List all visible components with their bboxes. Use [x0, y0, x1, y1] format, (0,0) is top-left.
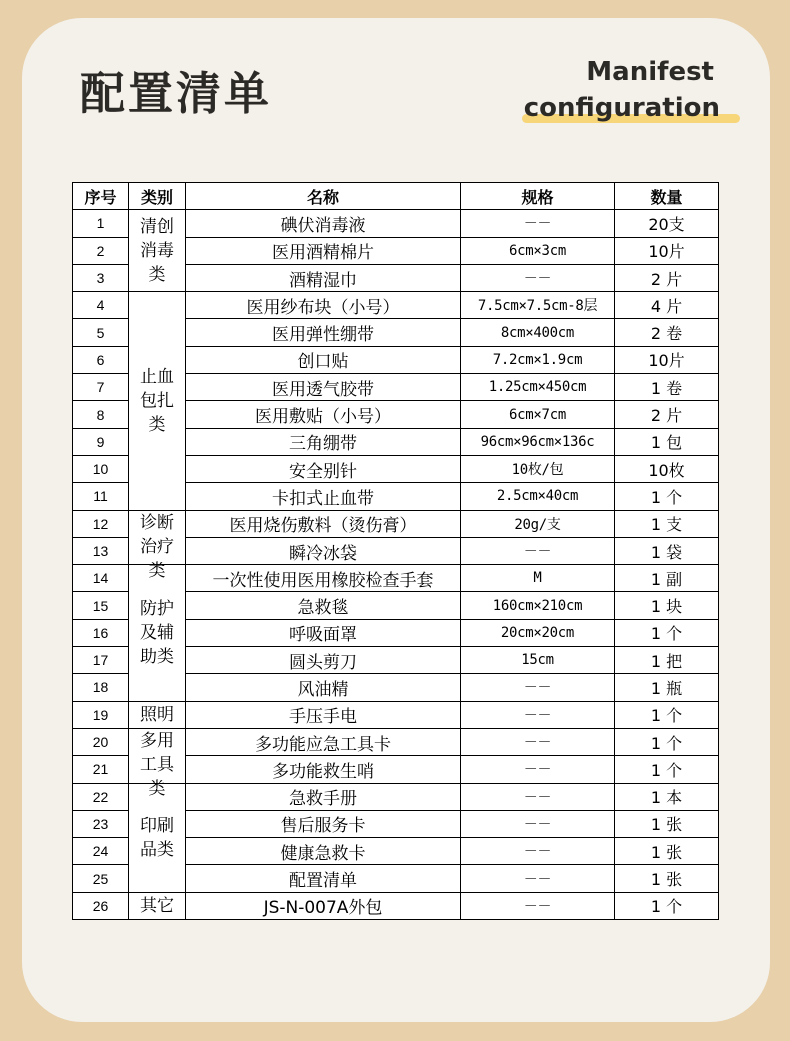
spec-cell: －－: [461, 756, 615, 783]
category-cell: [129, 510, 186, 581]
row-number-cell: 8: [73, 401, 129, 428]
row-number-cell: 3: [73, 264, 129, 291]
spec-cell: 8cm×400cm: [461, 319, 615, 346]
category-label: 诊断治疗类: [140, 512, 174, 581]
spec-cell: －－: [461, 701, 615, 728]
row-number-cell: 25: [73, 865, 129, 892]
header-row: [73, 183, 719, 210]
spec-cell: －－: [461, 537, 615, 564]
item-name-cell: 瞬冷冰袋: [186, 537, 461, 564]
category-cell: [129, 892, 186, 919]
item-name-cell: 酒精湿巾: [186, 264, 461, 291]
row-number-cell: 2: [73, 237, 129, 264]
spec-cell: 6cm×7cm: [461, 401, 615, 428]
item-name-cell: 医用酒精棉片: [186, 237, 461, 264]
category-box: [129, 729, 185, 799]
quantity-cell: 10片: [615, 346, 719, 373]
quantity-cell: 1 瓶: [615, 674, 719, 701]
row-number-cell: 13: [73, 537, 129, 564]
category-cell: [129, 292, 186, 510]
category-label: 印刷品类: [140, 815, 174, 860]
table-row: [73, 783, 719, 810]
quantity-cell: 1 个: [615, 892, 719, 919]
quantity-cell: 1 支: [615, 510, 719, 537]
category-box: [129, 784, 185, 892]
category-box: [129, 210, 185, 291]
quantity-cell: 1 个: [615, 701, 719, 728]
spec-cell: －－: [461, 838, 615, 865]
item-name-cell: 医用纱布块（小号）: [186, 292, 461, 319]
item-name-cell: 创口贴: [186, 346, 461, 373]
column-header-number: 序号: [73, 183, 129, 210]
spec-cell: －－: [461, 783, 615, 810]
item-name-cell: 一次性使用医用橡胶检查手套: [186, 565, 461, 592]
item-name-cell: 医用弹性绷带: [186, 319, 461, 346]
row-number-cell: 1: [73, 210, 129, 237]
table-row: [73, 292, 719, 319]
table-row: [73, 565, 719, 592]
table-row: [73, 210, 719, 237]
spec-cell: 1.25cm×450cm: [461, 374, 615, 401]
quantity-cell: 10片: [615, 237, 719, 264]
item-name-cell: 风油精: [186, 674, 461, 701]
quantity-cell: 1 包: [615, 428, 719, 455]
row-number-cell: 14: [73, 565, 129, 592]
item-name-cell: 多功能应急工具卡: [186, 728, 461, 755]
table-row: [73, 892, 719, 919]
row-number-cell: 22: [73, 783, 129, 810]
row-number-cell: 19: [73, 701, 129, 728]
quantity-cell: 1 个: [615, 756, 719, 783]
row-number-cell: 23: [73, 810, 129, 837]
row-number-cell: 15: [73, 592, 129, 619]
item-name-cell: 圆头剪刀: [186, 647, 461, 674]
item-name-cell: 配置清单: [186, 865, 461, 892]
row-number-cell: 4: [73, 292, 129, 319]
spec-cell: M: [461, 565, 615, 592]
item-name-cell: 售后服务卡: [186, 810, 461, 837]
manifest-table: [72, 182, 719, 920]
table-row: [73, 510, 719, 537]
spec-cell: 7.5cm×7.5cm-8层: [461, 292, 615, 319]
item-name-cell: 碘伏消毒液: [186, 210, 461, 237]
row-number-cell: 7: [73, 374, 129, 401]
spec-cell: 6cm×3cm: [461, 237, 615, 264]
column-header-category: 类别: [129, 183, 186, 210]
spec-cell: －－: [461, 210, 615, 237]
english-title-line1: Manifest: [586, 57, 714, 87]
quantity-cell: 2 片: [615, 401, 719, 428]
column-header-quantity: 数量: [615, 183, 719, 210]
row-number-cell: 12: [73, 510, 129, 537]
row-number-cell: 21: [73, 756, 129, 783]
category-cell: [129, 210, 186, 292]
row-number-cell: 24: [73, 838, 129, 865]
quantity-cell: 10枚: [615, 455, 719, 482]
quantity-cell: 1 把: [615, 647, 719, 674]
table-header: [73, 183, 719, 210]
category-label: 止血包扎类: [140, 366, 174, 435]
spec-cell: －－: [461, 728, 615, 755]
quantity-cell: 1 副: [615, 565, 719, 592]
row-number-cell: 18: [73, 674, 129, 701]
item-name-cell: 医用烧伤敷料（烫伤膏）: [186, 510, 461, 537]
quantity-cell: 2 卷: [615, 319, 719, 346]
row-number-cell: 26: [73, 892, 129, 919]
category-label: 防护及辅助类: [140, 598, 174, 667]
row-number-cell: 5: [73, 319, 129, 346]
item-name-cell: 急救手册: [186, 783, 461, 810]
spec-cell: 160cm×210cm: [461, 592, 615, 619]
row-number-cell: 17: [73, 647, 129, 674]
spec-cell: 10枚/包: [461, 455, 615, 482]
column-header-name: 名称: [186, 183, 461, 210]
quantity-cell: 20支: [615, 210, 719, 237]
spec-cell: 2.5cm×40cm: [461, 483, 615, 510]
item-name-cell: 急救毯: [186, 592, 461, 619]
category-label: 多用工具类: [140, 730, 174, 799]
quantity-cell: 1 张: [615, 838, 719, 865]
category-label: 其它: [140, 895, 174, 916]
spec-cell: －－: [461, 264, 615, 291]
spec-cell: 20g/支: [461, 510, 615, 537]
table-body: [73, 210, 719, 920]
category-box: [129, 893, 185, 919]
quantity-cell: 2 片: [615, 264, 719, 291]
item-name-cell: 安全别针: [186, 455, 461, 482]
item-name-cell: 卡扣式止血带: [186, 483, 461, 510]
category-cell: [129, 728, 186, 799]
spec-cell: 7.2cm×1.9cm: [461, 346, 615, 373]
spec-cell: －－: [461, 810, 615, 837]
item-name-cell: 多功能救生哨: [186, 756, 461, 783]
spec-cell: 15cm: [461, 647, 615, 674]
category-box: [129, 292, 185, 509]
column-header-spec: 规格: [461, 183, 615, 210]
spec-cell: 20cm×20cm: [461, 619, 615, 646]
quantity-cell: 1 张: [615, 810, 719, 837]
row-number-cell: 9: [73, 428, 129, 455]
quantity-cell: 1 卷: [615, 374, 719, 401]
table-row: [73, 701, 719, 728]
item-name-cell: 医用透气胶带: [186, 374, 461, 401]
spec-cell: －－: [461, 674, 615, 701]
row-number-cell: 6: [73, 346, 129, 373]
row-number-cell: 16: [73, 619, 129, 646]
item-name-cell: JS-N-007A外包: [186, 892, 461, 919]
quantity-cell: 1 个: [615, 483, 719, 510]
row-number-cell: 11: [73, 483, 129, 510]
quantity-cell: 1 张: [615, 865, 719, 892]
category-cell: [129, 565, 186, 701]
quantity-cell: 4 片: [615, 292, 719, 319]
item-name-cell: 呼吸面罩: [186, 619, 461, 646]
category-cell: [129, 783, 186, 892]
spec-cell: 96cm×96cm×136c: [461, 428, 615, 455]
category-label: 清创消毒类: [140, 216, 174, 285]
row-number-cell: 20: [73, 728, 129, 755]
quantity-cell: 1 本: [615, 783, 719, 810]
quantity-cell: 1 块: [615, 592, 719, 619]
row-number-cell: 10: [73, 455, 129, 482]
category-box: [129, 565, 185, 700]
quantity-cell: 1 袋: [615, 537, 719, 564]
item-name-cell: 三角绷带: [186, 428, 461, 455]
page-title: 配置清单: [80, 67, 273, 120]
category-label: 照明: [140, 704, 174, 725]
category-box: [129, 511, 185, 581]
item-name-cell: 健康急救卡: [186, 838, 461, 865]
spec-cell: －－: [461, 865, 615, 892]
item-name-cell: 手压手电: [186, 701, 461, 728]
english-title: [524, 54, 720, 126]
spec-cell: －－: [461, 892, 615, 919]
quantity-cell: 1 个: [615, 728, 719, 755]
quantity-cell: 1 个: [615, 619, 719, 646]
category-box: [129, 702, 185, 728]
english-title-line2: configuration: [523, 93, 720, 123]
item-name-cell: 医用敷贴（小号）: [186, 401, 461, 428]
category-cell: [129, 701, 186, 728]
table-row: [73, 728, 719, 755]
